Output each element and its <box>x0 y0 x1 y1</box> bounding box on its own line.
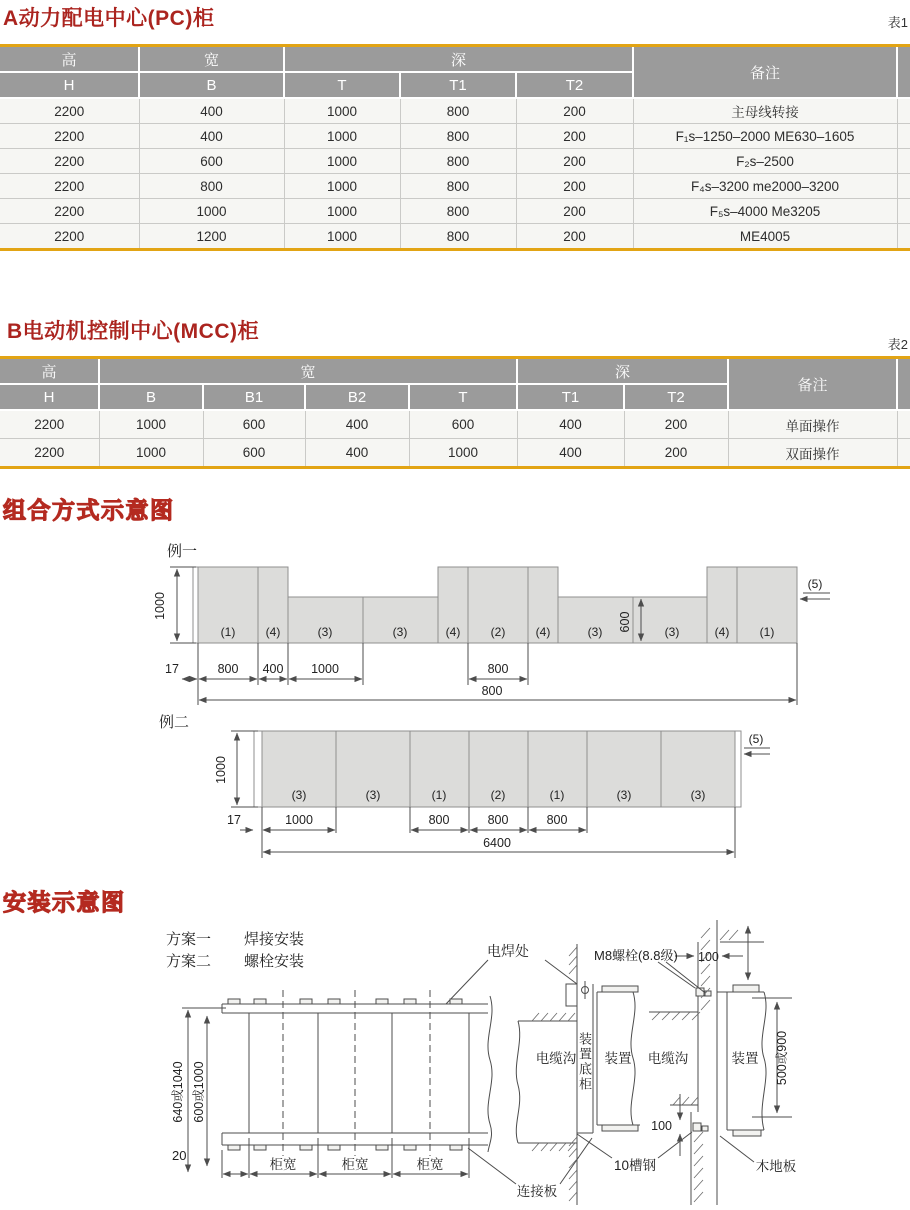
block-label: (4) <box>535 625 551 639</box>
plan2-value: 螺栓安装 <box>244 953 305 970</box>
cell-h: 2200 <box>0 199 139 224</box>
cell-t2: 200 <box>516 98 633 124</box>
cell-t: 600 <box>409 410 517 439</box>
cell-b: 1200 <box>139 224 284 250</box>
dim-outer: 640或1040 <box>171 1061 185 1123</box>
example2-label: 例二 <box>159 714 190 731</box>
cell-b: 1000 <box>139 199 284 224</box>
block-label: (2) <box>490 788 506 802</box>
mcc-col-h: H <box>0 384 99 410</box>
dim-1000b: 1000 <box>311 662 339 676</box>
dim-100-bottom: 100 <box>651 1119 672 1133</box>
block-label: (4) <box>714 625 730 639</box>
device-bottom-cabinet-label: 装置底柜 <box>577 1032 592 1092</box>
cabinet-width-label: 柜宽 <box>416 1157 444 1172</box>
plan-view-centerlines <box>283 990 430 1156</box>
cell-t2: 200 <box>516 224 633 250</box>
cell-sliver <box>897 174 910 199</box>
cell-t2: 200 <box>516 149 633 174</box>
dim-800c: 800 <box>546 813 568 827</box>
cable-trench-mid-label: 电缆沟 <box>647 1051 689 1066</box>
mcc-col-sliver <box>897 358 910 411</box>
dim-800a: 800 <box>428 813 450 827</box>
dim-inner: 600或1000 <box>192 1061 206 1123</box>
block-label: (3) <box>690 788 706 802</box>
device-left-label: 装置 <box>604 1051 632 1066</box>
cable-trench-left-label: 电缆沟 <box>535 1051 577 1066</box>
pc-col-b: B <box>139 72 284 98</box>
cell-t1: 800 <box>400 224 516 250</box>
cabinet-width-label: 柜宽 <box>341 1157 369 1172</box>
pc-col-t1: T1 <box>400 72 516 98</box>
block-label: (1) <box>431 788 447 802</box>
cell-sliver <box>897 199 910 224</box>
cell-b2: 400 <box>305 439 409 468</box>
cell-t1: 800 <box>400 199 516 224</box>
combo-example2-diagram <box>0 710 910 875</box>
combo-section-title: 组合方式示意图 <box>3 497 175 523</box>
table-row <box>0 124 910 149</box>
cell-t: 1000 <box>284 199 400 224</box>
dim-800b: 800 <box>487 813 509 827</box>
cell-sliver <box>897 124 910 149</box>
dim-20: 20 <box>172 1148 187 1163</box>
pc-col-width: 宽 <box>139 46 284 73</box>
dim-500-900: 500或900 <box>775 1030 789 1086</box>
cell-remark: F₁s–1250–2000 ME630–1605 <box>633 124 897 149</box>
dim-400: 400 <box>262 662 284 676</box>
install-plan-labels <box>166 931 304 970</box>
table-row <box>0 224 910 250</box>
cell-b1: 600 <box>203 439 305 468</box>
dim-1000: 1000 <box>153 592 167 620</box>
cell-t: 1000 <box>284 149 400 174</box>
cell-b1: 600 <box>203 410 305 439</box>
mcc-col-b: B <box>99 384 203 410</box>
dim-600: 600 <box>618 611 632 633</box>
cell-h: 2200 <box>0 224 139 250</box>
pc-col-sliver <box>897 46 910 99</box>
table-row <box>0 174 910 199</box>
cell-h: 2200 <box>0 124 139 149</box>
pointer-5: (5) <box>807 577 823 591</box>
cell-t: 1000 <box>284 174 400 199</box>
cell-remark: F₂s–2500 <box>633 149 897 174</box>
pc-col-h: H <box>0 72 139 98</box>
cell-t2: 200 <box>516 174 633 199</box>
cell-remark: 主母线转接 <box>633 98 897 124</box>
cell-h: 2200 <box>0 410 99 439</box>
pc-col-t: T <box>284 72 400 98</box>
mcc-col-height: 高 <box>0 358 99 385</box>
plan-view-connection-tabs <box>228 999 462 1150</box>
mcc-table-tag: 表2 <box>887 337 908 352</box>
weld-point-label: 电焊处 <box>487 943 529 959</box>
mcc-col-depth: 深 <box>517 358 728 385</box>
cell-t2: 200 <box>624 410 728 439</box>
pc-col-remark: 备注 <box>633 46 897 99</box>
pc-col-t2: T2 <box>516 72 633 98</box>
wood-floor-label: 木地板 <box>755 1159 797 1174</box>
mcc-section-title: B电动机控制中心(MCC)柜 <box>7 320 259 343</box>
block-label: (1) <box>759 625 775 639</box>
mcc-header-row-groups <box>0 358 910 385</box>
cell-sliver <box>897 224 910 250</box>
pc-header-row-groups <box>0 46 910 73</box>
example1-label: 例一 <box>167 543 198 560</box>
cell-remark: 双面操作 <box>728 439 897 468</box>
connection-plate-label: 连接板 <box>516 1184 558 1199</box>
install-section-title: 安装示意图 <box>3 889 126 915</box>
cell-t2: 200 <box>516 124 633 149</box>
dim-total: 800 <box>481 684 503 698</box>
cell-b2: 400 <box>305 410 409 439</box>
cell-h: 2200 <box>0 98 139 124</box>
cell-t: 1000 <box>284 124 400 149</box>
plan1-value: 焊接安装 <box>244 931 305 948</box>
mcc-col-width: 宽 <box>99 358 517 385</box>
cell-t2: 200 <box>624 439 728 468</box>
block-label: (1) <box>220 625 236 639</box>
block-label: (3) <box>587 625 603 639</box>
cell-remark: F₄s–3200 me2000–3200 <box>633 174 897 199</box>
cell-b: 1000 <box>99 439 203 468</box>
dim-100-top: 100 <box>698 950 719 964</box>
dim-800: 800 <box>217 662 239 676</box>
dim-total: 6400 <box>483 836 511 850</box>
cell-t: 1000 <box>409 439 517 468</box>
cell-t1: 800 <box>400 174 516 199</box>
cell-h: 2200 <box>0 174 139 199</box>
block-label: (3) <box>616 788 632 802</box>
cell-remark: 单面操作 <box>728 410 897 439</box>
table-row <box>0 98 910 124</box>
block-label: (3) <box>365 788 381 802</box>
cell-sliver <box>897 439 910 468</box>
device-right-label: 装置 <box>731 1051 759 1066</box>
pc-col-height: 高 <box>0 46 139 73</box>
cell-sliver <box>897 98 910 124</box>
pc-col-depth: 深 <box>284 46 633 73</box>
table-row <box>0 439 910 468</box>
cell-b: 400 <box>139 98 284 124</box>
install-diagram-labels <box>171 943 797 1199</box>
block-label: (2) <box>490 625 506 639</box>
pointer-5: (5) <box>748 732 764 746</box>
mcc-col-b2: B2 <box>305 384 409 410</box>
cell-remark: F₅s–4000 Me3205 <box>633 199 897 224</box>
cell-b: 1000 <box>99 410 203 439</box>
cell-b: 800 <box>139 174 284 199</box>
table-row <box>0 149 910 174</box>
cell-t1: 800 <box>400 124 516 149</box>
pc-section-title: A动力配电中心(PC)柜 <box>3 7 215 30</box>
plan1-label: 方案一 <box>166 931 212 948</box>
block-label: (3) <box>392 625 408 639</box>
block-label: (4) <box>445 625 461 639</box>
cell-sliver <box>897 149 910 174</box>
cell-t1: 800 <box>400 149 516 174</box>
mcc-col-t: T <box>409 384 517 410</box>
block-label: (3) <box>317 625 333 639</box>
dim-17: 17 <box>165 662 179 676</box>
cell-remark: ME4005 <box>633 224 897 250</box>
plan2-label: 方案二 <box>166 953 212 970</box>
dim-800-mid: 800 <box>487 662 509 676</box>
cell-t2: 200 <box>516 199 633 224</box>
dim-1000b: 1000 <box>285 813 313 827</box>
dim-17: 17 <box>227 813 241 827</box>
table-row <box>0 410 910 439</box>
dim-1000: 1000 <box>214 756 228 784</box>
cell-t1: 800 <box>400 98 516 124</box>
table-row <box>0 199 910 224</box>
mcc-col-t1: T1 <box>517 384 624 410</box>
channel-steel-label: 10槽钢 <box>613 1158 657 1173</box>
bolt-label: M8螺栓(8.8级) <box>594 948 678 963</box>
block-label: (1) <box>549 788 565 802</box>
pc-table-tag: 表1 <box>887 15 908 30</box>
install-diagram <box>0 880 910 1210</box>
mcc-col-t2: T2 <box>624 384 728 410</box>
pc-table <box>0 44 910 251</box>
cell-t1: 400 <box>517 410 624 439</box>
cell-h: 2200 <box>0 439 99 468</box>
cell-sliver <box>897 410 910 439</box>
block-label: (3) <box>664 625 680 639</box>
block-label: (4) <box>265 625 281 639</box>
cell-b: 400 <box>139 124 284 149</box>
cabinet-width-label: 柜宽 <box>269 1157 297 1172</box>
cell-h: 2200 <box>0 149 139 174</box>
cell-t: 1000 <box>284 224 400 250</box>
cell-t: 1000 <box>284 98 400 124</box>
cell-t1: 400 <box>517 439 624 468</box>
block-label: (3) <box>291 788 307 802</box>
combo-example1-diagram <box>0 540 910 715</box>
mcc-table <box>0 356 910 469</box>
cell-b: 600 <box>139 149 284 174</box>
mcc-col-remark: 备注 <box>728 358 897 411</box>
mcc-col-b1: B1 <box>203 384 305 410</box>
